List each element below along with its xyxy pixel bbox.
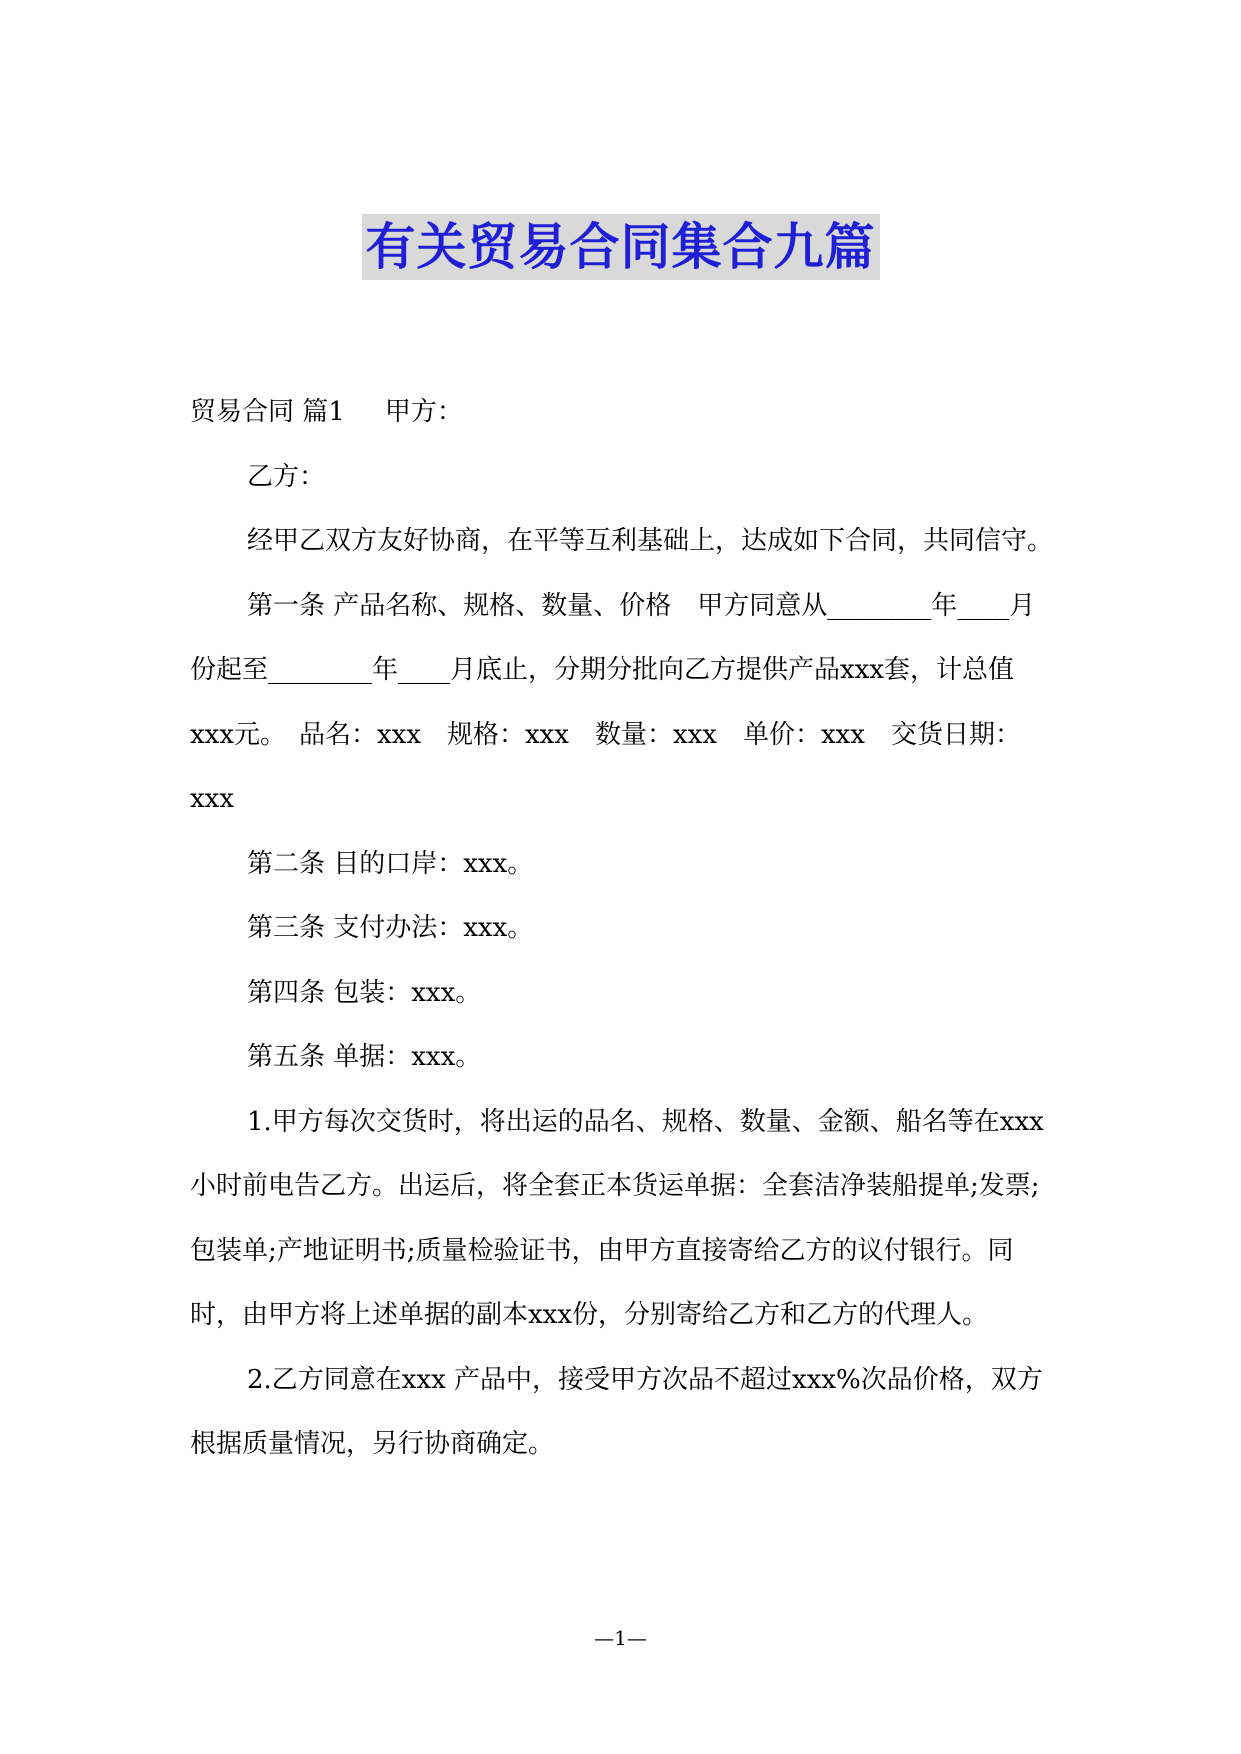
paragraph: 第五条 单据：xxx。: [247, 1042, 482, 1072]
paragraph: 乙方：: [247, 461, 326, 492]
paragraph: 第四条 包装：xxx。: [247, 977, 482, 1008]
document-body: [190, 380, 1055, 1477]
title-container: [0, 214, 1241, 280]
heading-line: [190, 380, 1055, 445]
paragraph: 第三条 支付办法：xxx。: [247, 913, 534, 943]
paragraph: 2.乙方同意在xxx 产品中，接受甲方次品不超过xxx%次品价格，双方根据质量情况，另行协商确定。: [190, 1364, 1043, 1459]
paragraph: 第一条 产品名称、规格、数量、价格 甲方同意从________年____月份起至________年____月底止，分期分批向乙方提供产品xxx套，计总值xxx元。 品名：xxx 规格：xxx 数量：xxx 单价：xxx 交货日期：xxx: [190, 590, 1036, 814]
page-number: —1—: [594, 1626, 647, 1650]
document-title: 有关贸易合同集合九篇: [362, 214, 880, 280]
paragraph: 第二条 目的口岸：xxx。: [247, 848, 534, 879]
paragraph: 1.甲方每次交货时，将出运的品名、规格、数量、金额、船名等在xxx小时前电告乙方。出运后，将全套正本货运单据：全套洁净装船提单;发票;包装单;产地证明书;质量检验证书，由甲方直接寄给乙方的议付银行。同时，由甲方将上述单据的副本xxx份，分别寄给乙方和乙方的代理人。: [190, 1106, 1044, 1330]
section-heading: 贸易合同 篇1: [190, 397, 345, 427]
paragraph: 经甲乙双方友好协商，在平等互利基础上，达成如下合同，共同信守。: [247, 526, 1054, 556]
party-a-label: 甲方：: [384, 397, 463, 427]
